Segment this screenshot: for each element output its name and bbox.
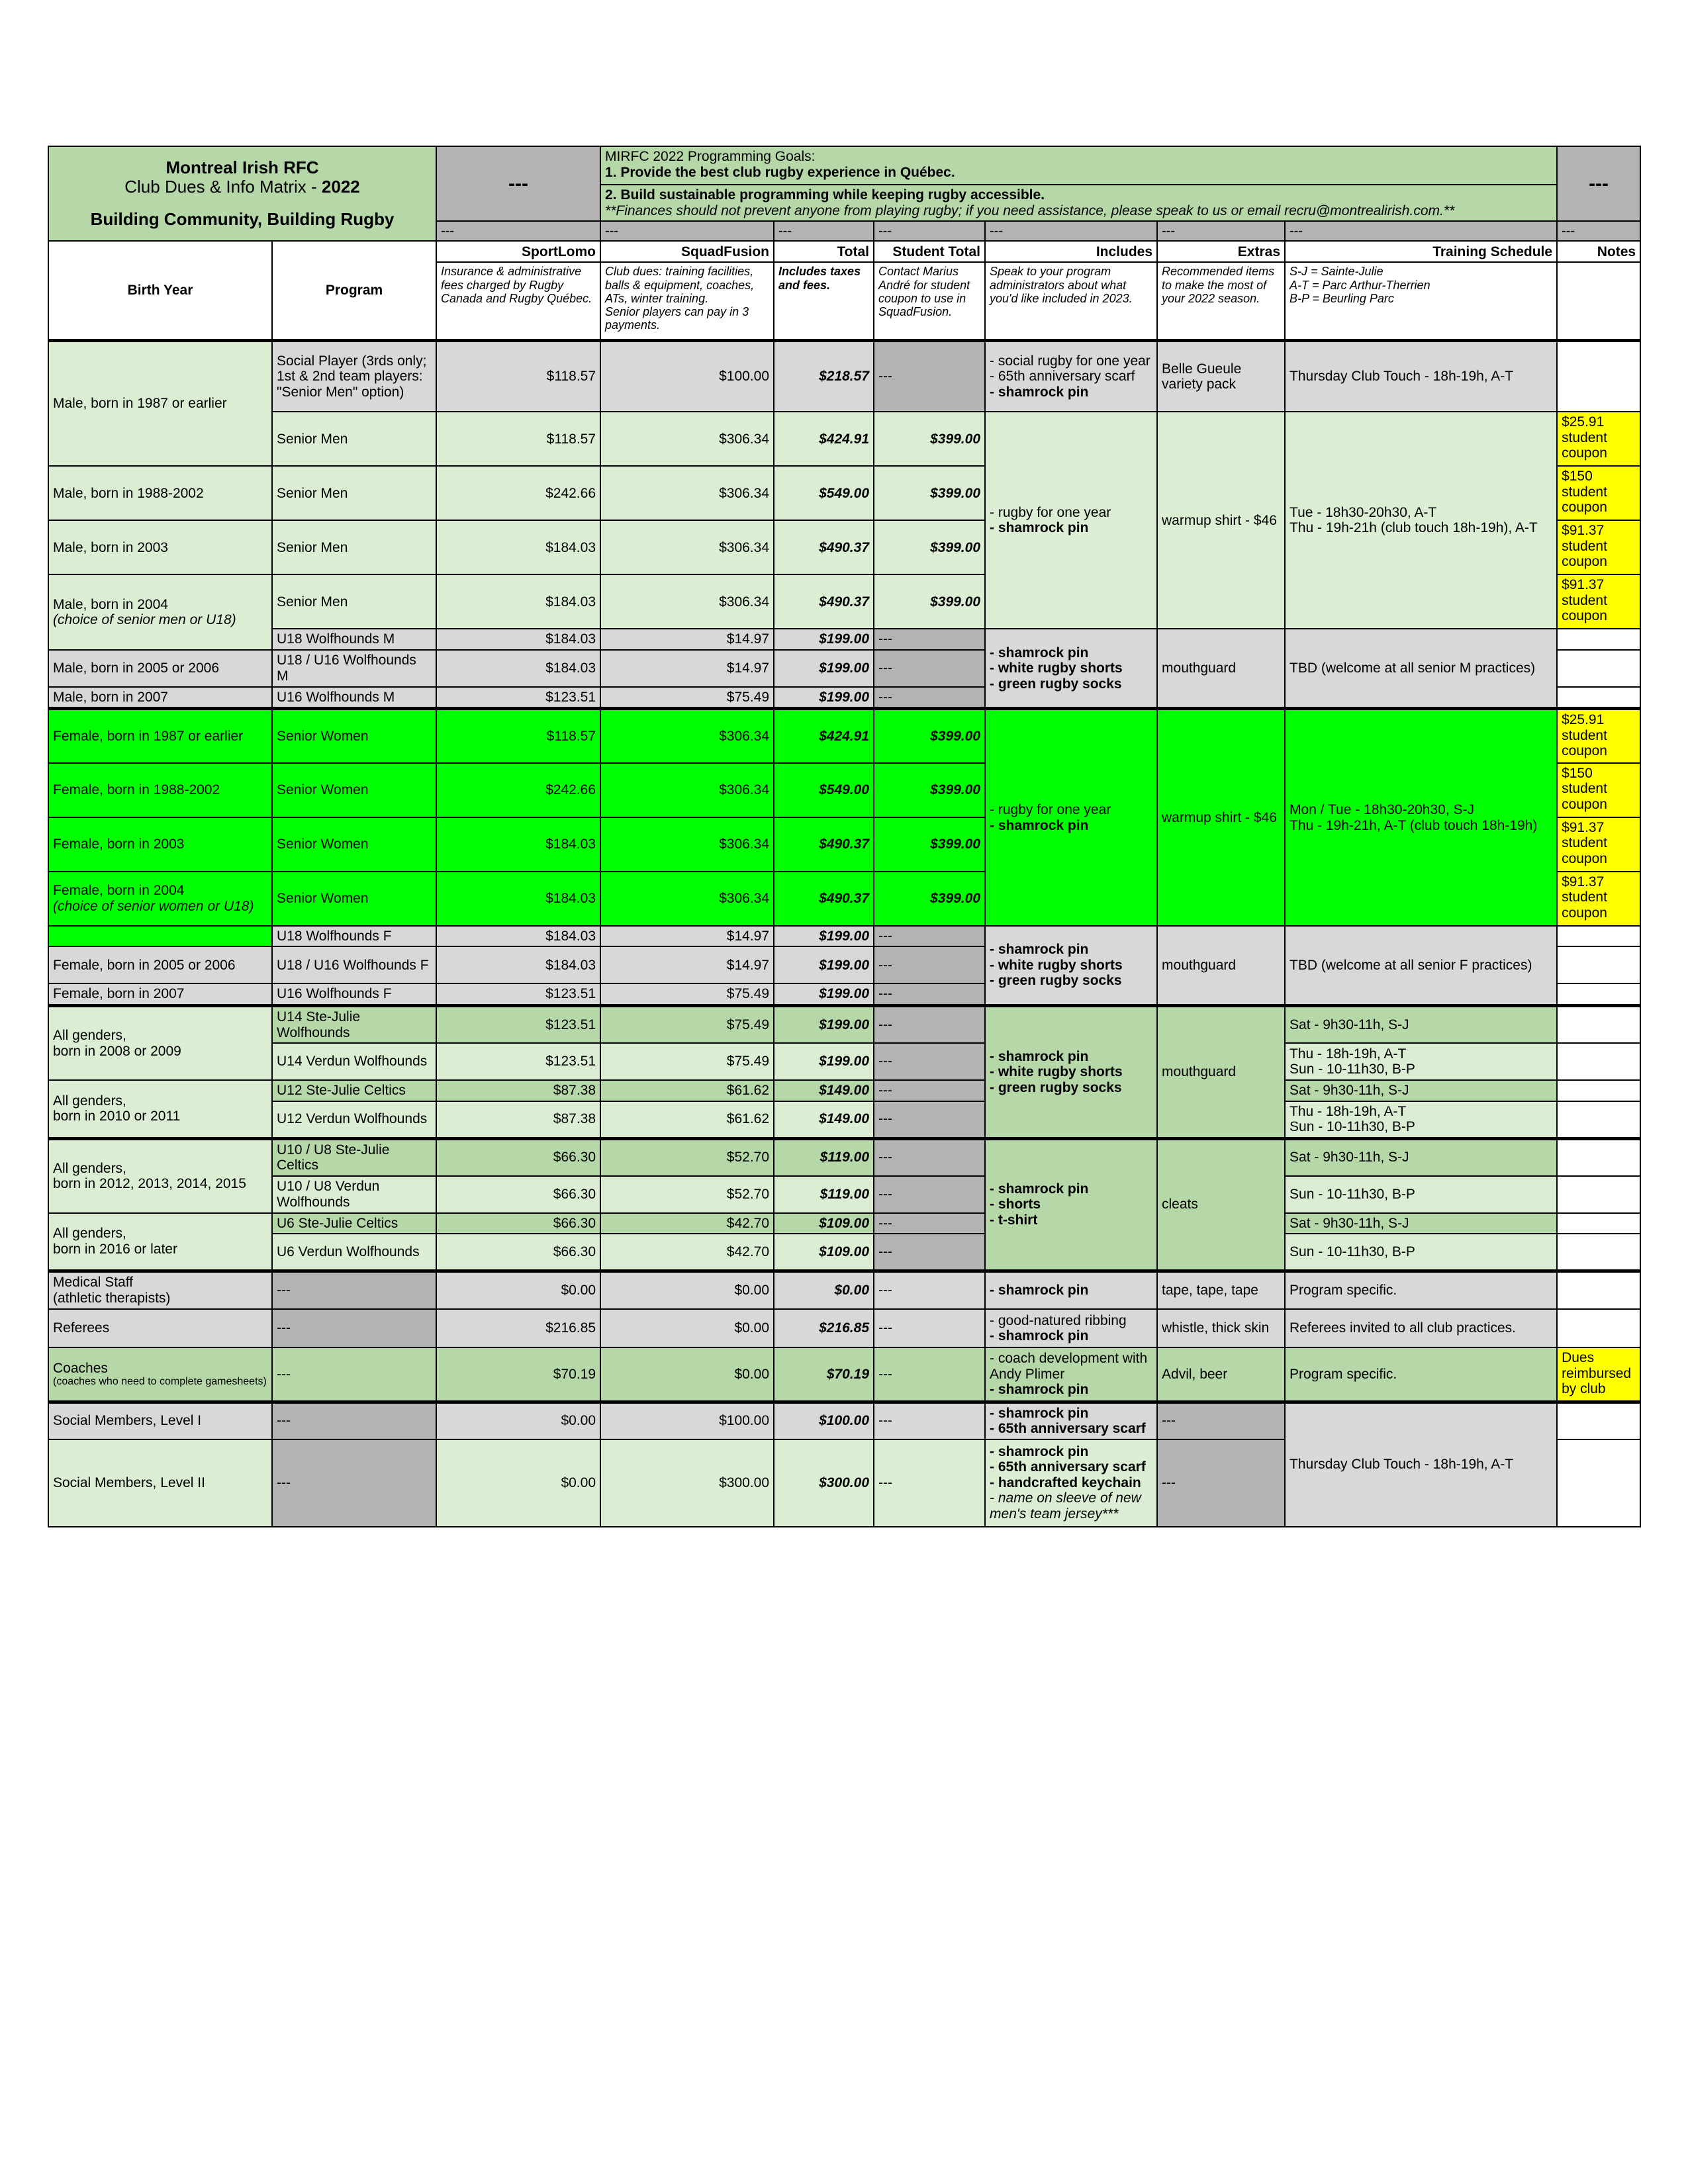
total-value: $149.00 bbox=[774, 1101, 874, 1139]
student-total-value: --- bbox=[874, 650, 985, 687]
total-value: $199.00 bbox=[774, 687, 874, 709]
programming-goals-cont bbox=[600, 185, 1557, 221]
notes-empty bbox=[1557, 1234, 1640, 1271]
sportlomo-value: $66.30 bbox=[436, 1213, 600, 1234]
total-value: $149.00 bbox=[774, 1080, 874, 1101]
student-total-value: --- bbox=[874, 1402, 985, 1439]
program-senior-women: Senior Women bbox=[272, 709, 436, 763]
sportlomo-value: $118.57 bbox=[436, 709, 600, 763]
squadfusion-value: $14.97 bbox=[600, 946, 774, 983]
notes-empty bbox=[1557, 946, 1640, 983]
student-total-value: --- bbox=[874, 983, 985, 1005]
schedule-senior-men: Tue - 18h30-20h30, A-T Thu - 19h-21h (club touch 18h-19h), A-T bbox=[1285, 412, 1557, 629]
extras-social-player: Belle Gueule variety pack bbox=[1157, 340, 1285, 412]
student-total-value: $399.00 bbox=[874, 466, 985, 520]
programming-goals bbox=[600, 146, 1557, 185]
program-senior-women: Senior Women bbox=[272, 872, 436, 926]
squadfusion-value: $306.34 bbox=[600, 763, 774, 817]
note-sportlomo: Insurance & administrative fees charged by Rugby Canada and Rugby Québec. bbox=[436, 262, 600, 340]
student-total-value: --- bbox=[874, 340, 985, 412]
header-dash-right: --- bbox=[1557, 146, 1640, 221]
student-total-value: $399.00 bbox=[874, 520, 985, 574]
matrix-title: Club Dues & Info Matrix - bbox=[124, 177, 322, 197]
notes-empty bbox=[1557, 1005, 1640, 1043]
squadfusion-value: $42.70 bbox=[600, 1213, 774, 1234]
program-placeholder: --- bbox=[272, 1402, 436, 1439]
schedule-youth-m: TBD (welcome at all senior M practices) bbox=[1285, 629, 1557, 709]
includes-minis: - shamrock pin - shorts - t-shirt bbox=[985, 1138, 1157, 1271]
schedule-social: Thursday Club Touch - 18h-19h, A-T bbox=[1285, 1402, 1557, 1527]
squadfusion-value: $0.00 bbox=[600, 1271, 774, 1309]
program-senior-women: Senior Women bbox=[272, 817, 436, 872]
program-u14-sj: U14 Ste-Julie Wolfhounds bbox=[272, 1005, 436, 1043]
student-total-value: --- bbox=[874, 946, 985, 983]
squadfusion-value: $61.62 bbox=[600, 1101, 774, 1139]
student-total-value: --- bbox=[874, 687, 985, 709]
sportlomo-value: $66.30 bbox=[436, 1138, 600, 1176]
placeholder-cell: --- bbox=[436, 221, 600, 241]
program-u16-f: U16 Wolfhounds F bbox=[272, 983, 436, 1005]
squadfusion-value: $100.00 bbox=[600, 340, 774, 412]
sportlomo-value: $87.38 bbox=[436, 1080, 600, 1101]
squadfusion-value: $300.00 bbox=[600, 1439, 774, 1527]
row-label-female-2003: Female, born in 2003 bbox=[48, 817, 272, 872]
program-u18-u16-m: U18 / U16 Wolfhounds M bbox=[272, 650, 436, 687]
col-header-squadfusion: SquadFusion bbox=[600, 241, 774, 262]
total-value: $199.00 bbox=[774, 1043, 874, 1080]
program-senior-men: Senior Men bbox=[272, 574, 436, 629]
sportlomo-value: $184.03 bbox=[436, 926, 600, 947]
squadfusion-value: $306.34 bbox=[600, 466, 774, 520]
program-placeholder: --- bbox=[272, 1309, 436, 1347]
total-value: $199.00 bbox=[774, 650, 874, 687]
total-value: $549.00 bbox=[774, 466, 874, 520]
total-value: $490.37 bbox=[774, 817, 874, 872]
student-total-value: $399.00 bbox=[874, 817, 985, 872]
includes-social-2: - shamrock pin - 65th anniversary scarf - handcrafted keychain - name on sleeve of new men's team jersey*** bbox=[985, 1439, 1157, 1527]
student-total-value: --- bbox=[874, 1005, 985, 1043]
squadfusion-value: $75.49 bbox=[600, 983, 774, 1005]
row-label-male-1987: Male, born in 1987 or earlier bbox=[48, 340, 272, 466]
schedule-sj: Sat - 9h30-11h, S-J bbox=[1285, 1080, 1557, 1101]
dues-matrix-table bbox=[48, 146, 1641, 1527]
includes-u14-u12: - shamrock pin - white rugby shorts - green rugby socks bbox=[985, 1005, 1157, 1138]
sportlomo-value: $87.38 bbox=[436, 1101, 600, 1139]
coupon-note: $91.37 student coupon bbox=[1557, 520, 1640, 574]
schedule-verdun: Sun - 10-11h30, B-P bbox=[1285, 1176, 1557, 1213]
program-u10-v: U10 / U8 Verdun Wolfhounds bbox=[272, 1176, 436, 1213]
notes-empty bbox=[1557, 629, 1640, 650]
sportlomo-value: $118.57 bbox=[436, 412, 600, 466]
row-label-female-1988: Female, born in 1988-2002 bbox=[48, 763, 272, 817]
schedule-senior-women: Mon / Tue - 18h30-20h30, S-J Thu - 19h-21h, A-T (club touch 18h-19h) bbox=[1285, 709, 1557, 926]
note-total: Includes taxes and fees. bbox=[774, 262, 874, 340]
schedule-medical: Program specific. bbox=[1285, 1271, 1557, 1309]
includes-senior-men: - rugby for one year - shamrock pin bbox=[985, 412, 1157, 629]
sportlomo-value: $0.00 bbox=[436, 1402, 600, 1439]
notes-empty bbox=[1557, 983, 1640, 1005]
squadfusion-value: $306.34 bbox=[600, 412, 774, 466]
total-value: $109.00 bbox=[774, 1234, 874, 1271]
placeholder-cell: --- bbox=[1157, 221, 1285, 241]
sportlomo-value: $123.51 bbox=[436, 1043, 600, 1080]
club-slogan: Building Community, Building Rugby bbox=[90, 209, 395, 230]
total-value: $0.00 bbox=[774, 1271, 874, 1309]
row-label-male-2003: Male, born in 2003 bbox=[48, 520, 272, 574]
squadfusion-value: $14.97 bbox=[600, 650, 774, 687]
total-value: $490.37 bbox=[774, 872, 874, 926]
row-label-medical: Medical Staff (athletic therapists) bbox=[48, 1271, 272, 1309]
coach-reimbursed-note: Dues reimbursed by club bbox=[1557, 1347, 1640, 1402]
program-u18-m: U18 Wolfhounds M bbox=[272, 629, 436, 650]
student-total-value: $399.00 bbox=[874, 574, 985, 629]
student-total-value: --- bbox=[874, 1213, 985, 1234]
total-value: $424.91 bbox=[774, 412, 874, 466]
row-label-female-2004-cont bbox=[48, 926, 272, 947]
extras-minis: cleats bbox=[1157, 1138, 1285, 1271]
club-name: Montreal Irish RFC bbox=[165, 158, 319, 178]
sportlomo-value: $184.03 bbox=[436, 520, 600, 574]
student-total-value: --- bbox=[874, 1138, 985, 1176]
note-includes: Speak to your program administrators about what you'd like included in 2023. bbox=[985, 262, 1157, 340]
col-header-schedule: Training Schedule bbox=[1285, 241, 1557, 262]
total-value: $218.57 bbox=[774, 340, 874, 412]
row-label-youth-2008: All genders, born in 2008 or 2009 bbox=[48, 1005, 272, 1080]
extras-u14-u12: mouthguard bbox=[1157, 1005, 1285, 1138]
sportlomo-value: $0.00 bbox=[436, 1271, 600, 1309]
coupon-note: $150 student coupon bbox=[1557, 763, 1640, 817]
notes-empty bbox=[1557, 650, 1640, 687]
program-u10-sj: U10 / U8 Ste-Julie Celtics bbox=[272, 1138, 436, 1176]
squadfusion-value: $14.97 bbox=[600, 629, 774, 650]
sportlomo-value: $118.57 bbox=[436, 340, 600, 412]
notes-empty bbox=[1557, 1439, 1640, 1527]
schedule-social-player: Thursday Club Touch - 18h-19h, A-T bbox=[1285, 340, 1557, 412]
total-value: $119.00 bbox=[774, 1138, 874, 1176]
extras-coaches: Advil, beer bbox=[1157, 1347, 1285, 1402]
placeholder-cell: --- bbox=[1285, 221, 1557, 241]
program-social-player: Social Player (3rds only; 1st & 2nd team players: "Senior Men" option) bbox=[272, 340, 436, 412]
matrix-year: 2022 bbox=[321, 177, 360, 197]
squadfusion-value: $52.70 bbox=[600, 1176, 774, 1213]
notes-empty bbox=[1557, 1213, 1640, 1234]
total-value: $490.37 bbox=[774, 574, 874, 629]
col-header-birth-year: Birth Year bbox=[48, 241, 272, 340]
row-label-social-1: Social Members, Level I bbox=[48, 1402, 272, 1439]
schedule-verdun: Thu - 18h-19h, A-T Sun - 10-11h30, B-P bbox=[1285, 1101, 1557, 1139]
student-total-value: --- bbox=[874, 1309, 985, 1347]
total-value: $119.00 bbox=[774, 1176, 874, 1213]
row-label-coaches: Coaches (coaches who need to complete gamesheets) bbox=[48, 1347, 272, 1402]
schedule-sj: Sat - 9h30-11h, S-J bbox=[1285, 1138, 1557, 1176]
row-label-youth-2010: All genders, born in 2010 or 2011 bbox=[48, 1080, 272, 1138]
col-header-total: Total bbox=[774, 241, 874, 262]
student-total-value: --- bbox=[874, 1271, 985, 1309]
sportlomo-value: $184.03 bbox=[436, 817, 600, 872]
coupon-note: $150 student coupon bbox=[1557, 466, 1640, 520]
goals-heading: MIRFC 2022 Programming Goals: bbox=[605, 149, 816, 164]
club-title bbox=[48, 146, 436, 241]
extras-referees: whistle, thick skin bbox=[1157, 1309, 1285, 1347]
program-placeholder: --- bbox=[272, 1271, 436, 1309]
student-total-value: --- bbox=[874, 1176, 985, 1213]
coupon-note: $25.91 student coupon bbox=[1557, 709, 1640, 763]
squadfusion-value: $0.00 bbox=[600, 1347, 774, 1402]
program-u12-v: U12 Verdun Wolfhounds bbox=[272, 1101, 436, 1139]
extras-senior-men: warmup shirt - $46 bbox=[1157, 412, 1285, 629]
squadfusion-value: $14.97 bbox=[600, 926, 774, 947]
extras-senior-women: warmup shirt - $46 bbox=[1157, 709, 1285, 926]
note-extras: Recommended items to make the most of your 2022 season. bbox=[1157, 262, 1285, 340]
total-value: $199.00 bbox=[774, 629, 874, 650]
program-placeholder: --- bbox=[272, 1439, 436, 1527]
col-header-includes: Includes bbox=[985, 241, 1157, 262]
squadfusion-value: $75.49 bbox=[600, 687, 774, 709]
program-u6-sj: U6 Ste-Julie Celtics bbox=[272, 1213, 436, 1234]
header-dash-left: --- bbox=[436, 146, 600, 221]
squadfusion-value: $0.00 bbox=[600, 1309, 774, 1347]
notes-empty bbox=[1557, 1138, 1640, 1176]
coupon-note: $91.37 student coupon bbox=[1557, 574, 1640, 629]
notes-empty bbox=[1557, 1271, 1640, 1309]
note-student-total: Contact Marius André for student coupon to use in SquadFusion. bbox=[874, 262, 985, 340]
program-senior-men: Senior Men bbox=[272, 520, 436, 574]
placeholder-cell: --- bbox=[1557, 221, 1640, 241]
student-total-value: $399.00 bbox=[874, 709, 985, 763]
sportlomo-value: $184.03 bbox=[436, 650, 600, 687]
schedule-referees: Referees invited to all club practices. bbox=[1285, 1309, 1557, 1347]
row-label-female-2004: Female, born in 2004 (choice of senior women or U18) bbox=[48, 872, 272, 926]
sportlomo-value: $184.03 bbox=[436, 872, 600, 926]
row-label-female-2007: Female, born in 2007 bbox=[48, 983, 272, 1005]
squadfusion-value: $306.34 bbox=[600, 872, 774, 926]
sportlomo-value: $123.51 bbox=[436, 687, 600, 709]
student-total-value: --- bbox=[874, 1043, 985, 1080]
schedule-sj: Sat - 9h30-11h, S-J bbox=[1285, 1005, 1557, 1043]
total-value: $199.00 bbox=[774, 926, 874, 947]
sportlomo-value: $66.30 bbox=[436, 1176, 600, 1213]
notes-empty bbox=[1557, 1402, 1640, 1439]
notes-empty bbox=[1557, 687, 1640, 709]
squadfusion-value: $306.34 bbox=[600, 520, 774, 574]
includes-youth-f: - shamrock pin - white rugby shorts - green rugby socks bbox=[985, 926, 1157, 1006]
squadfusion-value: $61.62 bbox=[600, 1080, 774, 1101]
goal-1: 1. Provide the best club rugby experience in Québec. bbox=[605, 164, 955, 180]
coupon-note: $25.91 student coupon bbox=[1557, 412, 1640, 466]
note-squadfusion: Club dues: training facilities, balls & equipment, coaches, ATs, winter training. Senior players can pay in 3 payments. bbox=[600, 262, 774, 340]
squadfusion-value: $306.34 bbox=[600, 817, 774, 872]
notes-empty bbox=[1557, 1101, 1640, 1139]
student-total-value: $399.00 bbox=[874, 763, 985, 817]
includes-social-1: - shamrock pin - 65th anniversary scarf bbox=[985, 1402, 1157, 1439]
schedule-sj: Sat - 9h30-11h, S-J bbox=[1285, 1213, 1557, 1234]
schedule-verdun: Thu - 18h-19h, A-T Sun - 10-11h30, B-P bbox=[1285, 1043, 1557, 1080]
row-label-male-2005: Male, born in 2005 or 2006 bbox=[48, 650, 272, 687]
student-total-value: --- bbox=[874, 1234, 985, 1271]
includes-social-player: - social rugby for one year - 65th anniversary scarf - shamrock pin bbox=[985, 340, 1157, 412]
extras-youth-m: mouthguard bbox=[1157, 629, 1285, 709]
student-total-value: --- bbox=[874, 926, 985, 947]
row-label-female-2005: Female, born in 2005 or 2006 bbox=[48, 946, 272, 983]
program-u18-u16-f: U18 / U16 Wolfhounds F bbox=[272, 946, 436, 983]
program-senior-women: Senior Women bbox=[272, 763, 436, 817]
total-value: $199.00 bbox=[774, 983, 874, 1005]
program-u12-sj: U12 Ste-Julie Celtics bbox=[272, 1080, 436, 1101]
row-label-male-2004: Male, born in 2004 (choice of senior men or U18) bbox=[48, 574, 272, 650]
placeholder-cell: --- bbox=[600, 221, 774, 241]
row-label-male-1988: Male, born in 1988-2002 bbox=[48, 466, 272, 520]
program-placeholder: --- bbox=[272, 1347, 436, 1402]
goals-note: **Finances should not prevent anyone from playing rugby; if you need assistance, please speak to us or email recru@montrealirish.com.** bbox=[605, 203, 1455, 218]
student-total-value: $399.00 bbox=[874, 412, 985, 466]
placeholder-cell: --- bbox=[874, 221, 985, 241]
notes-empty bbox=[1557, 1176, 1640, 1213]
student-total-value: $399.00 bbox=[874, 872, 985, 926]
includes-senior-women: - rugby for one year - shamrock pin bbox=[985, 709, 1157, 926]
squadfusion-value: $306.34 bbox=[600, 574, 774, 629]
total-value: $300.00 bbox=[774, 1439, 874, 1527]
sportlomo-value: $184.03 bbox=[436, 946, 600, 983]
notes-empty bbox=[1557, 1309, 1640, 1347]
notes-empty bbox=[1557, 340, 1640, 412]
note-schedule: S-J = Sainte-Julie A-T = Parc Arthur-Therrien B-P = Beurling Parc bbox=[1285, 262, 1557, 340]
goal-2: 2. Build sustainable programming while keeping rugby accessible. bbox=[605, 187, 1045, 203]
row-label-social-2: Social Members, Level II bbox=[48, 1439, 272, 1527]
extras-social-2: --- bbox=[1157, 1439, 1285, 1527]
schedule-verdun: Sun - 10-11h30, B-P bbox=[1285, 1234, 1557, 1271]
row-label-youth-2012: All genders, born in 2012, 2013, 2014, 2015 bbox=[48, 1138, 272, 1213]
includes-medical: - shamrock pin bbox=[985, 1271, 1157, 1309]
program-u18-f: U18 Wolfhounds F bbox=[272, 926, 436, 947]
sportlomo-value: $242.66 bbox=[436, 763, 600, 817]
total-value: $100.00 bbox=[774, 1402, 874, 1439]
total-value: $199.00 bbox=[774, 946, 874, 983]
student-total-value: --- bbox=[874, 1101, 985, 1139]
includes-referees: - good-natured ribbing - shamrock pin bbox=[985, 1309, 1157, 1347]
program-senior-men: Senior Men bbox=[272, 412, 436, 466]
col-header-student-total: Student Total bbox=[874, 241, 985, 262]
total-value: $70.19 bbox=[774, 1347, 874, 1402]
student-total-value: --- bbox=[874, 629, 985, 650]
extras-social-1: --- bbox=[1157, 1402, 1285, 1439]
program-u6-v: U6 Verdun Wolfhounds bbox=[272, 1234, 436, 1271]
sportlomo-value: $123.51 bbox=[436, 1005, 600, 1043]
total-value: $490.37 bbox=[774, 520, 874, 574]
sportlomo-value: $184.03 bbox=[436, 629, 600, 650]
total-value: $424.91 bbox=[774, 709, 874, 763]
total-value: $199.00 bbox=[774, 1005, 874, 1043]
sportlomo-value: $66.30 bbox=[436, 1234, 600, 1271]
squadfusion-value: $75.49 bbox=[600, 1005, 774, 1043]
sportlomo-value: $184.03 bbox=[436, 574, 600, 629]
squadfusion-value: $100.00 bbox=[600, 1402, 774, 1439]
row-label-female-1987: Female, born in 1987 or earlier bbox=[48, 709, 272, 763]
notes-empty bbox=[1557, 1043, 1640, 1080]
col-header-extras: Extras bbox=[1157, 241, 1285, 262]
includes-coaches: - coach development with Andy Plimer - shamrock pin bbox=[985, 1347, 1157, 1402]
squadfusion-value: $52.70 bbox=[600, 1138, 774, 1176]
coupon-note: $91.37 student coupon bbox=[1557, 817, 1640, 872]
notes-empty bbox=[1557, 926, 1640, 947]
sportlomo-value: $242.66 bbox=[436, 466, 600, 520]
extras-youth-f: mouthguard bbox=[1157, 926, 1285, 1006]
squadfusion-value: $75.49 bbox=[600, 1043, 774, 1080]
student-total-value: --- bbox=[874, 1347, 985, 1402]
program-senior-men: Senior Men bbox=[272, 466, 436, 520]
note-notes-empty bbox=[1557, 262, 1640, 340]
schedule-coaches: Program specific. bbox=[1285, 1347, 1557, 1402]
col-header-sportlomo: SportLomo bbox=[436, 241, 600, 262]
includes-youth-m: - shamrock pin - white rugby shorts - green rugby socks bbox=[985, 629, 1157, 709]
sportlomo-value: $216.85 bbox=[436, 1309, 600, 1347]
col-header-notes: Notes bbox=[1557, 241, 1640, 262]
col-header-program: Program bbox=[272, 241, 436, 340]
student-total-value: --- bbox=[874, 1080, 985, 1101]
placeholder-cell: --- bbox=[774, 221, 874, 241]
total-value: $216.85 bbox=[774, 1309, 874, 1347]
sportlomo-value: $123.51 bbox=[436, 983, 600, 1005]
squadfusion-value: $306.34 bbox=[600, 709, 774, 763]
program-u16-m: U16 Wolfhounds M bbox=[272, 687, 436, 709]
placeholder-cell: --- bbox=[985, 221, 1157, 241]
row-label-referees: Referees bbox=[48, 1309, 272, 1347]
row-label-male-2007: Male, born in 2007 bbox=[48, 687, 272, 709]
row-label-youth-2016: All genders, born in 2016 or later bbox=[48, 1213, 272, 1271]
extras-medical: tape, tape, tape bbox=[1157, 1271, 1285, 1309]
coupon-note: $91.37 student coupon bbox=[1557, 872, 1640, 926]
student-total-value: --- bbox=[874, 1439, 985, 1527]
notes-empty bbox=[1557, 1080, 1640, 1101]
program-u14-v: U14 Verdun Wolfhounds bbox=[272, 1043, 436, 1080]
total-value: $549.00 bbox=[774, 763, 874, 817]
squadfusion-value: $42.70 bbox=[600, 1234, 774, 1271]
sportlomo-value: $0.00 bbox=[436, 1439, 600, 1527]
total-value: $109.00 bbox=[774, 1213, 874, 1234]
schedule-youth-f: TBD (welcome at all senior F practices) bbox=[1285, 926, 1557, 1006]
sportlomo-value: $70.19 bbox=[436, 1347, 600, 1402]
